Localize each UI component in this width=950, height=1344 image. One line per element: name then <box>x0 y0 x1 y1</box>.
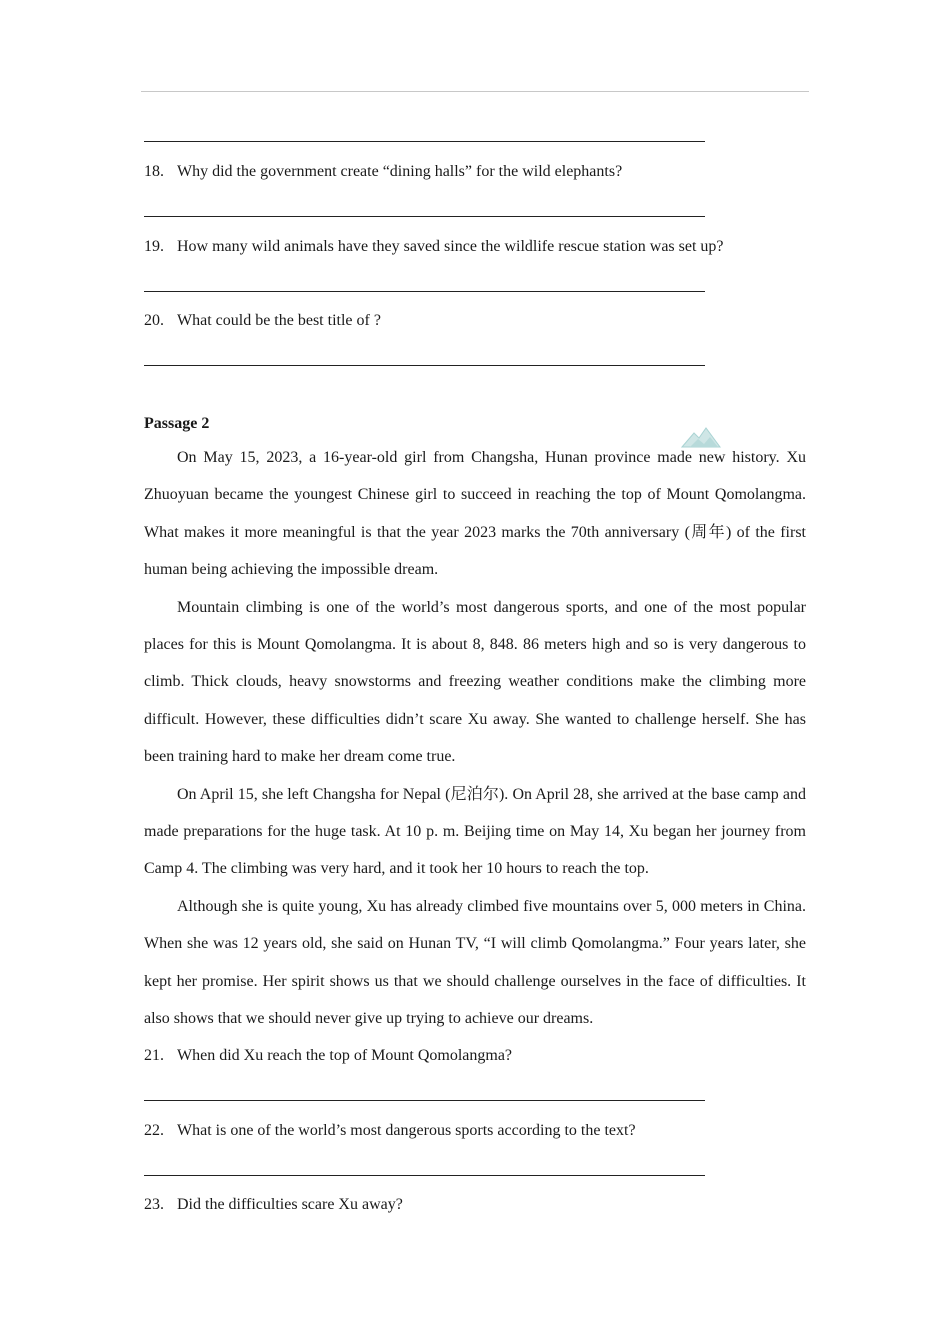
question-text: When did Xu reach the top of Mount Qomolangma? <box>177 1047 513 1064</box>
passage-paragraph: On April 15, she left Changsha for Nepal (尼泊尔). On April 28, she arrived at the base camp and made preparations for the huge task. At 10 p. m. Beijing time on May 14, Xu began her journey from Camp 4. The climbing was very hard, and it took her 10 hours to reach the top. <box>144 785 806 878</box>
passage-paragraph: On May 15, 2023, a 16-year-old girl from Changsha, Hunan province made new history. Xu Zhuoyuan became the youngest Chinese girl to succeed in reaching the top of Mount Qomolangma. What makes it more meaningful is that the year 2023 marks the 70th anniversary (周年) of the first human being achieving the impossible dream. <box>144 449 806 579</box>
passage-paragraph: Although she is quite young, Xu has already climbed five mountains over 5, 000 meters in China. When she was 12 years old, she said on Hunan TV, “I will climb Qomolangma.” Four years later, she kept her promise. Her spirit shows us that we should challenge ourselves in the face of difficulties. It also shows that we should never give up trying to achieve our dreams. <box>144 897 806 1028</box>
question-text: What is one of the world’s most dangerous sports according to the text? <box>177 1122 636 1139</box>
question-21 <box>144 1046 512 1066</box>
question-number: 20. <box>144 312 164 329</box>
question-text: Did the difficulties scare Xu away? <box>177 1196 403 1213</box>
question-text: Why did the government create “dining halls” for the wild elephants? <box>177 163 623 180</box>
question-20 <box>144 311 381 331</box>
question-text: What could be the best title of ? <box>177 312 381 329</box>
answer-line[interactable] <box>144 1100 705 1101</box>
question-19 <box>144 237 724 257</box>
question-number: 21. <box>144 1047 164 1064</box>
question-number: 23. <box>144 1196 164 1213</box>
answer-line[interactable] <box>144 1175 705 1176</box>
header-rule <box>141 91 809 92</box>
answer-line[interactable] <box>144 141 705 142</box>
question-18 <box>144 162 622 182</box>
answer-line[interactable] <box>144 216 705 217</box>
question-22 <box>144 1121 636 1141</box>
question-number: 18. <box>144 163 164 180</box>
passage-body <box>144 439 806 1038</box>
question-text: How many wild animals have they saved since the wildlife rescue station was set up? <box>177 238 724 255</box>
question-23 <box>144 1195 403 1215</box>
answer-line[interactable] <box>144 291 705 292</box>
question-number: 19. <box>144 238 164 255</box>
question-number: 22. <box>144 1122 164 1139</box>
answer-line[interactable] <box>144 365 705 366</box>
passage-title: Passage 2 <box>144 415 210 432</box>
passage-paragraph: Mountain climbing is one of the world’s most dangerous sports, and one of the most popular places for this is Mount Qomolangma. It is about 8, 848. 86 meters high and so is very dangerous to climb. Thick clouds, heavy snowstorms and freezing weather conditions make the climbing more difficult. However, these difficulties didn’t scare Xu away. She wanted to challenge herself. She has been training hard to make her dream come true. <box>144 598 806 766</box>
